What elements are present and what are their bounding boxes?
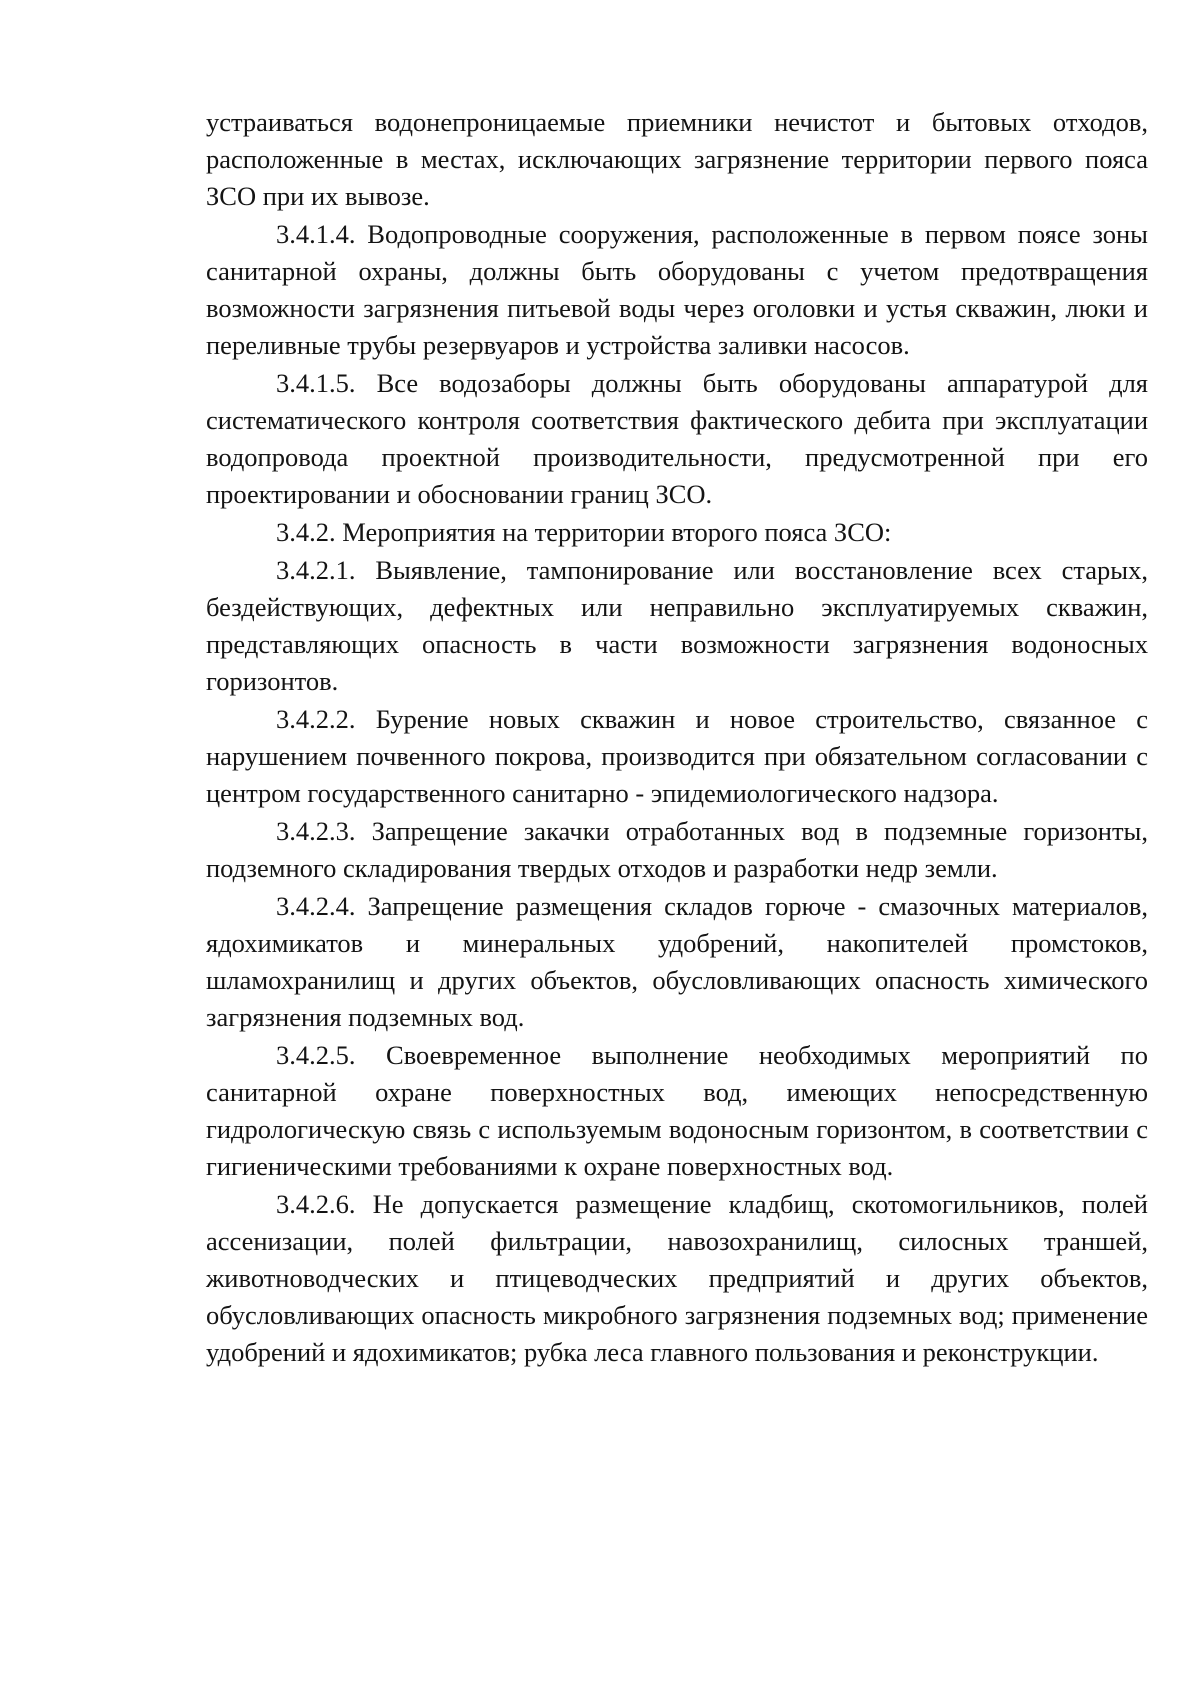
paragraph-3-4-2-6: 3.4.2.6. Не допускается размещение кладбищ, скотомогильников, полей ассенизации, полей фильтрации, навозохранилищ, силосных траншей, животноводческих и птицеводческих предприятий и других объектов, обусловливающих опасность микробного загрязнения подземных вод; применение удобрений и ядохимикатов; рубка леса главного пользования и реконструкции. <box>206 1189 1148 1367</box>
paragraph-3-4-2-1: 3.4.2.1. Выявление, тампонирование или восстановление всех старых, бездействующих, дефектных или неправильно эксплуатируемых скважин, представляющих опасность в части возможности загрязнения водоносных горизонтов. <box>206 555 1148 696</box>
paragraph-3-4-2-5: 3.4.2.5. Своевременное выполнение необходимых мероприятий по санитарной охране поверхностных вод, имеющих непосредственную гидрологическую связь с используемым водоносным горизонтом, в соответствии с гигиеническими требованиями к охране поверхностных вод. <box>206 1040 1148 1181</box>
paragraph-3-4-2-3: 3.4.2.3. Запрещение закачки отработанных вод в подземные горизонты, подземного складирования твердых отходов и разработки недр земли. <box>206 816 1148 883</box>
paragraph-3-4-2-2: 3.4.2.2. Бурение новых скважин и новое строительство, связанное с нарушением почвенного покрова, производится при обязательном согласовании с центром государственного санитарно - эпидемиологического надзора. <box>206 704 1148 808</box>
paragraph-continuation: устраиваться водонепроницаемые приемники нечистот и бытовых отходов, расположенные в местах, исключающих загрязнение территории первого пояса ЗСО при их вывозе. <box>206 107 1148 211</box>
document-body <box>206 104 1148 1371</box>
paragraph-3-4-2-4: 3.4.2.4. Запрещение размещения складов горюче - смазочных материалов, ядохимикатов и минеральных удобрений, накопителей промстоков, шламохранилищ и других объектов, обусловливающих опасность химического загрязнения подземных вод. <box>206 891 1148 1032</box>
section-heading-3-4-2: 3.4.2. Мероприятия на территории второго пояса ЗСО: <box>276 517 892 547</box>
paragraph-3-4-1-4: 3.4.1.4. Водопроводные сооружения, расположенные в первом поясе зоны санитарной охраны, должны быть оборудованы с учетом предотвращения возможности загрязнения питьевой воды через оголовки и устья скважин, люки и переливные трубы резервуаров и устройства заливки насосов. <box>206 219 1148 360</box>
paragraph-3-4-1-5: 3.4.1.5. Все водозаборы должны быть оборудованы аппаратурой для систематического контроля соответствия фактического дебита при эксплуатации водопровода проектной производительности, предусмотренной при его проектировании и обосновании границ ЗСО. <box>206 368 1148 509</box>
